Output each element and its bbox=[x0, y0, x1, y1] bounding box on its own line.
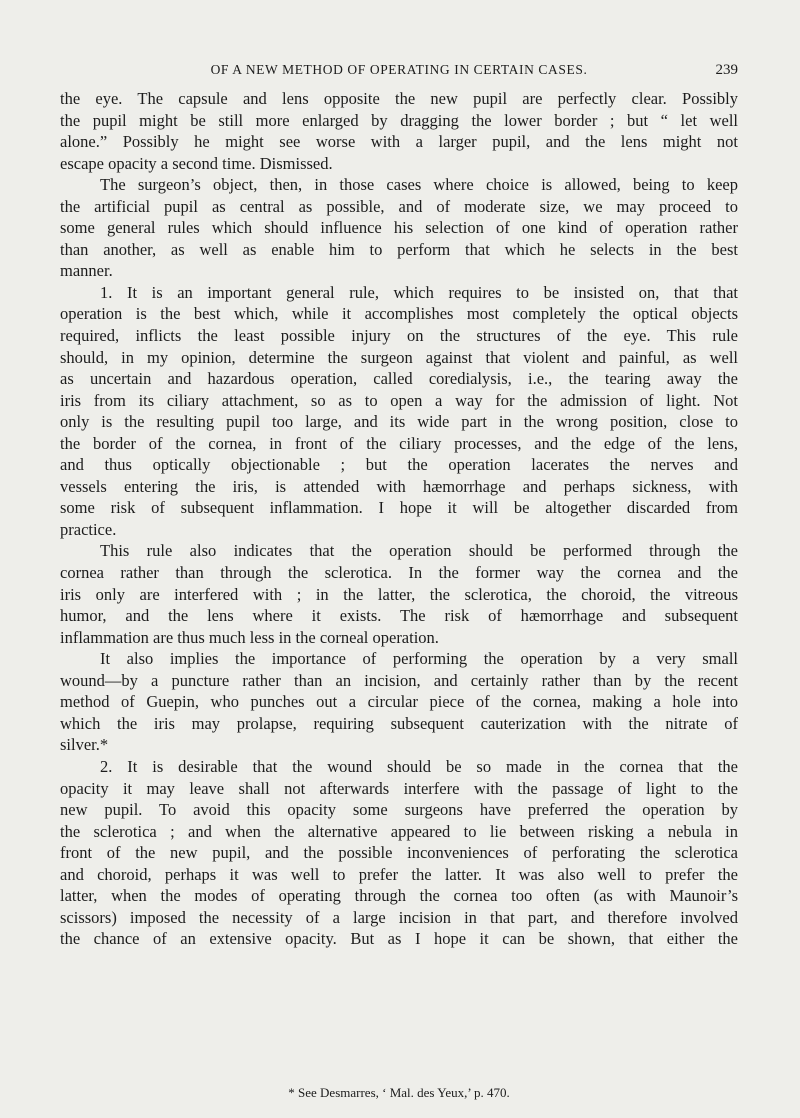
text-line: silver.* bbox=[60, 735, 109, 755]
text-line: as uncertain and hazardous operation, called coredialysis, i.e., the tearing away the bbox=[60, 369, 738, 389]
text-line: This rule also indicates that the operation should be performed through the bbox=[100, 541, 738, 561]
text-line: the border of the cornea, in front of the ciliary processes, and the edge of the lens, bbox=[60, 433, 738, 453]
text-line: only is the resulting pupil too large, and its wide part in the wrong position, close to bbox=[60, 412, 738, 432]
text-line: operation is the best which, while it accomplishes most completely the optical objects bbox=[60, 304, 738, 324]
text-line: alone.” Possibly he might see worse with a larger pupil, and the lens might not bbox=[60, 132, 738, 152]
text-line: and thus optically objectionable ; but the operation lacerates the nerves and bbox=[60, 455, 738, 475]
text-line: than another, as well as enable him to perform that which he selects in the best bbox=[60, 239, 738, 259]
text-line: humor, and the lens where it exists. The risk of hæmorrhage and subsequent bbox=[60, 606, 738, 626]
text-line: The surgeon’s object, then, in those cases where choice is allowed, being to keep bbox=[100, 175, 738, 195]
text-line: method of Guepin, who punches out a circular piece of the cornea, making a hole into bbox=[60, 692, 738, 712]
text-line: the pupil might be still more enlarged by dragging the lower border ; but “ let well bbox=[60, 110, 738, 130]
text-line: new pupil. To avoid this opacity some surgeons have preferred the operation by bbox=[60, 800, 738, 820]
text-line: wound—by a puncture rather than an incision, and certainly rather than by the recent bbox=[60, 670, 738, 690]
text-line: iris only are interfered with ; in the latter, the sclerotica, the choroid, the vitreous bbox=[60, 584, 738, 604]
text-line: which the iris may prolapse, requiring subsequent cauterization with the nitrate of bbox=[60, 713, 738, 733]
text-line: opacity it may leave shall not afterwards interfere with the passage of light to the bbox=[60, 778, 738, 798]
text-line: scissors) imposed the necessity of a large incision in that part, and therefore involved bbox=[60, 907, 738, 927]
text-line: front of the new pupil, and the possible inconveniences of perforating the sclerotica bbox=[60, 843, 738, 863]
text-line: 2. It is desirable that the wound should be so made in the cornea that the bbox=[100, 756, 738, 776]
page-header bbox=[60, 62, 738, 84]
text-line: escape opacity a second time. Dismissed. bbox=[60, 153, 333, 173]
text-line: the sclerotica ; and when the alternative appeared to lie between risking a nebula in bbox=[60, 821, 738, 841]
text-line: should, in my opinion, determine the surgeon against that violent and painful, as well bbox=[60, 347, 738, 367]
running-head: OF A NEW METHOD OF OPERATING IN CERTAIN CASES. bbox=[210, 62, 588, 77]
text-line: required, inflicts the least possible injury on the structures of the eye. This rule bbox=[60, 326, 738, 346]
text-line: 1. It is an important general rule, which requires to be insisted on, that that bbox=[100, 282, 738, 302]
text-line: the eye. The capsule and lens opposite the new pupil are perfectly clear. Possibly bbox=[60, 89, 738, 108]
text-line: cornea rather than through the sclerotica. In the former way the cornea and the bbox=[60, 563, 738, 583]
text-line: and choroid, perhaps it was well to prefer the latter. It was also well to prefer the bbox=[60, 864, 738, 884]
footnote: * See Desmarres, ‘ Mal. des Yeux,’ p. 470. bbox=[288, 1085, 510, 1100]
text-line: manner. bbox=[60, 261, 113, 281]
page-number: 239 bbox=[715, 62, 738, 78]
text-line: the chance of an extensive opacity. But as I hope it can be shown, that either the bbox=[60, 929, 738, 949]
text-line: the artificial pupil as central as possible, and of moderate size, we may proceed to bbox=[60, 196, 738, 216]
text-line: some risk of subsequent inflammation. I hope it will be altogether discarded from bbox=[60, 498, 738, 518]
text-line: practice. bbox=[60, 519, 117, 539]
text-line: It also implies the importance of performing the operation by a very small bbox=[100, 649, 738, 669]
body-text bbox=[60, 88, 738, 950]
text-line: vessels entering the iris, is attended with hæmorrhage and perhaps sickness, with bbox=[60, 476, 738, 496]
text-line: inflammation are thus much less in the corneal operation. bbox=[60, 627, 439, 647]
text-line: latter, when the modes of operating through the cornea too often (as with Maunoir’s bbox=[60, 886, 738, 906]
text-line: some general rules which should influence his selection of one kind of operation rather bbox=[60, 218, 738, 238]
text-line: iris from its ciliary attachment, so as to open a way for the admission of light. Not bbox=[60, 390, 738, 410]
